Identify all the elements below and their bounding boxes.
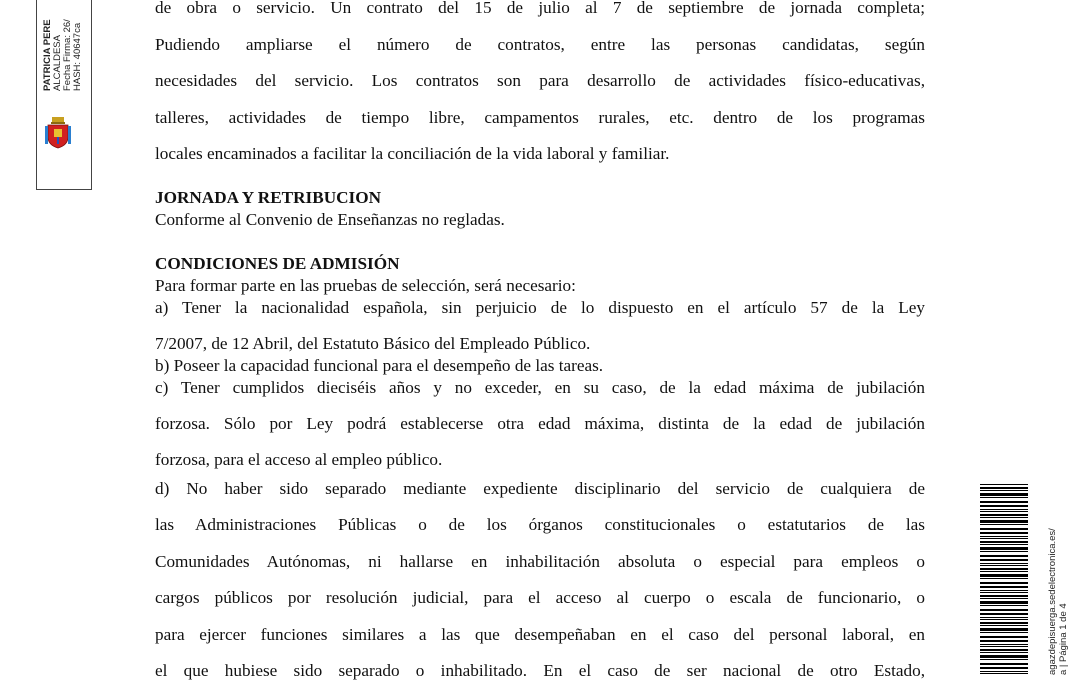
barcode-bar [980, 590, 1028, 591]
barcode-bar [980, 609, 1028, 611]
intro-paragraph [155, 0, 925, 173]
barcode-bar [980, 505, 1028, 507]
jornada-text: Conforme al Convenio de Enseñanzas no regladas. [155, 209, 505, 229]
verification-page: a | Página 1 de 4 [1058, 603, 1069, 675]
item-a [155, 297, 925, 355]
barcode-bar [980, 632, 1028, 633]
barcode-bar [980, 511, 1028, 512]
barcode-bar [980, 555, 1028, 557]
barcode-bar [980, 605, 1028, 606]
item-d-line: cargos públicos por resolución judicial, para el acceso al cuerpo o escala de funcionario, o [155, 588, 925, 607]
item-b: b) Poseer la capacidad funcional para el desempeño de las tareas. [155, 355, 604, 375]
barcode-bar [980, 644, 1028, 645]
barcode-bar [980, 490, 1028, 491]
barcode-bar [980, 655, 1028, 658]
barcode-bar [980, 578, 1028, 579]
barcode-bar [980, 536, 1028, 537]
item-d-line: el que hubiese sido separado o inhabilitado. En el caso de ser nacional de otro Estado, [155, 661, 925, 680]
barcode-bar [980, 640, 1028, 642]
barcode-bar [980, 487, 1028, 489]
barcode-bar [980, 520, 1028, 523]
condiciones-intro: Para formar parte en las pruebas de selección, será necesario: [155, 275, 576, 295]
barcode-bar [980, 565, 1028, 566]
signature-date: Fecha Firma: 26/ [62, 19, 73, 91]
signer-role: ALCALDESA [52, 35, 63, 91]
barcode-bar [980, 673, 1028, 674]
barcode-bar [980, 544, 1028, 545]
item-c-line: forzosa. Sólo por Ley podrá establecerse otra edad máxima, distinta de la edad de jubilación [155, 413, 925, 433]
intro-line: Pudiendo ampliarse el número de contratos, entre las personas candidatas, según [155, 34, 925, 54]
barcode-bar [980, 628, 1028, 631]
item-d-line: para ejercer funciones similares a las que desempeñaban en el caso del personal laboral, en [155, 624, 925, 644]
item-c [155, 377, 925, 471]
barcode-bar [980, 601, 1028, 604]
barcode-bar [980, 652, 1028, 653]
barcode-bar [980, 571, 1028, 572]
barcode-bar [980, 484, 1028, 485]
barcode-bar [980, 532, 1028, 534]
signature-stamp-text [43, 0, 83, 91]
intro-line: talleres, actividades de tiempo libre, campamentos rurales, etc. dentro de los programas [155, 107, 925, 127]
item-c-line: c) Tener cumplidos dieciséis años y no exceder, en su caso, de la edad máxima de jubilación [155, 377, 925, 397]
barcode-bar [980, 551, 1028, 552]
barcode-bar [980, 574, 1028, 577]
jornada-heading: JORNADA Y RETRIBUCION [155, 187, 382, 207]
barcode-bar [980, 582, 1028, 584]
verification-text [1047, 375, 1069, 675]
item-d-line: Comunidades Autónomas, ni hallarse en inhabilitación absoluta o especial para empleos o [155, 551, 925, 571]
barcode-bar [980, 541, 1028, 543]
barcode-bar [980, 636, 1028, 638]
barcode-bar [980, 671, 1028, 672]
barcode-bar [980, 528, 1028, 530]
intro-line: necesidades del servicio. Los contratos son para desarrollo de actividades físico-educativas, [155, 71, 925, 90]
barcode-bar [980, 617, 1028, 618]
barcode-bar [980, 649, 1028, 651]
document-body [155, 0, 925, 690]
signer-name: PATRICIA PERE [42, 19, 53, 91]
intro-line: de obra o servicio. Un contrato del 15 de julio al 7 de septiembre de jornada completa; [155, 0, 925, 17]
barcode-bar [980, 493, 1028, 496]
barcode-icon [980, 484, 1028, 675]
signature-hash: HASH: 40647ca [72, 22, 83, 91]
barcode-bar [980, 509, 1028, 510]
barcode-bar [980, 613, 1028, 615]
barcode-bar [980, 538, 1028, 539]
item-a-line: 7/2007, de 12 Abril, del Estatuto Básico del Empleado Público. [155, 333, 591, 353]
item-d-line: las Administraciones Públicas o de los órganos constitucionales o estatutarios de las [155, 515, 925, 534]
barcode-bar [980, 517, 1028, 518]
barcode-bar [980, 663, 1028, 665]
condiciones-heading: CONDICIONES DE ADMISIÓN [155, 253, 400, 273]
barcode-bar [980, 659, 1028, 660]
item-a-line: a) Tener la nacionalidad española, sin perjuicio de lo dispuesto en el artículo 57 de la Ley [155, 297, 925, 317]
barcode-bar [980, 501, 1028, 503]
barcode-bar [980, 547, 1028, 550]
barcode-bar [980, 598, 1028, 599]
item-c-line: forzosa, para el acceso al empleo público. [155, 449, 443, 469]
barcode-bar [980, 514, 1028, 516]
item-d-line: d) No haber sido separado mediante expediente disciplinario del servicio de cualquiera de [155, 478, 925, 498]
barcode-bar [980, 667, 1028, 669]
signature-stamp [36, 0, 92, 190]
barcode-bar [980, 622, 1028, 624]
barcode-bar [980, 625, 1028, 626]
barcode-bar [980, 592, 1028, 593]
barcode-bar [980, 619, 1028, 620]
barcode-bar [980, 524, 1028, 525]
barcode-bar [980, 646, 1028, 647]
barcode-bar [980, 497, 1028, 498]
barcode-bar [980, 559, 1028, 561]
verification-url: agazdepisuerga.sedelectronica.es/ [1047, 528, 1058, 675]
item-d [155, 471, 925, 690]
barcode-bar [980, 595, 1028, 597]
barcode-bar [980, 586, 1028, 588]
coat-of-arms-icon [45, 117, 71, 149]
intro-line: locales encaminados a facilitar la conciliación de la vida laboral y familiar. [155, 144, 670, 163]
barcode-bar [980, 563, 1028, 564]
barcode-bar [980, 568, 1028, 570]
